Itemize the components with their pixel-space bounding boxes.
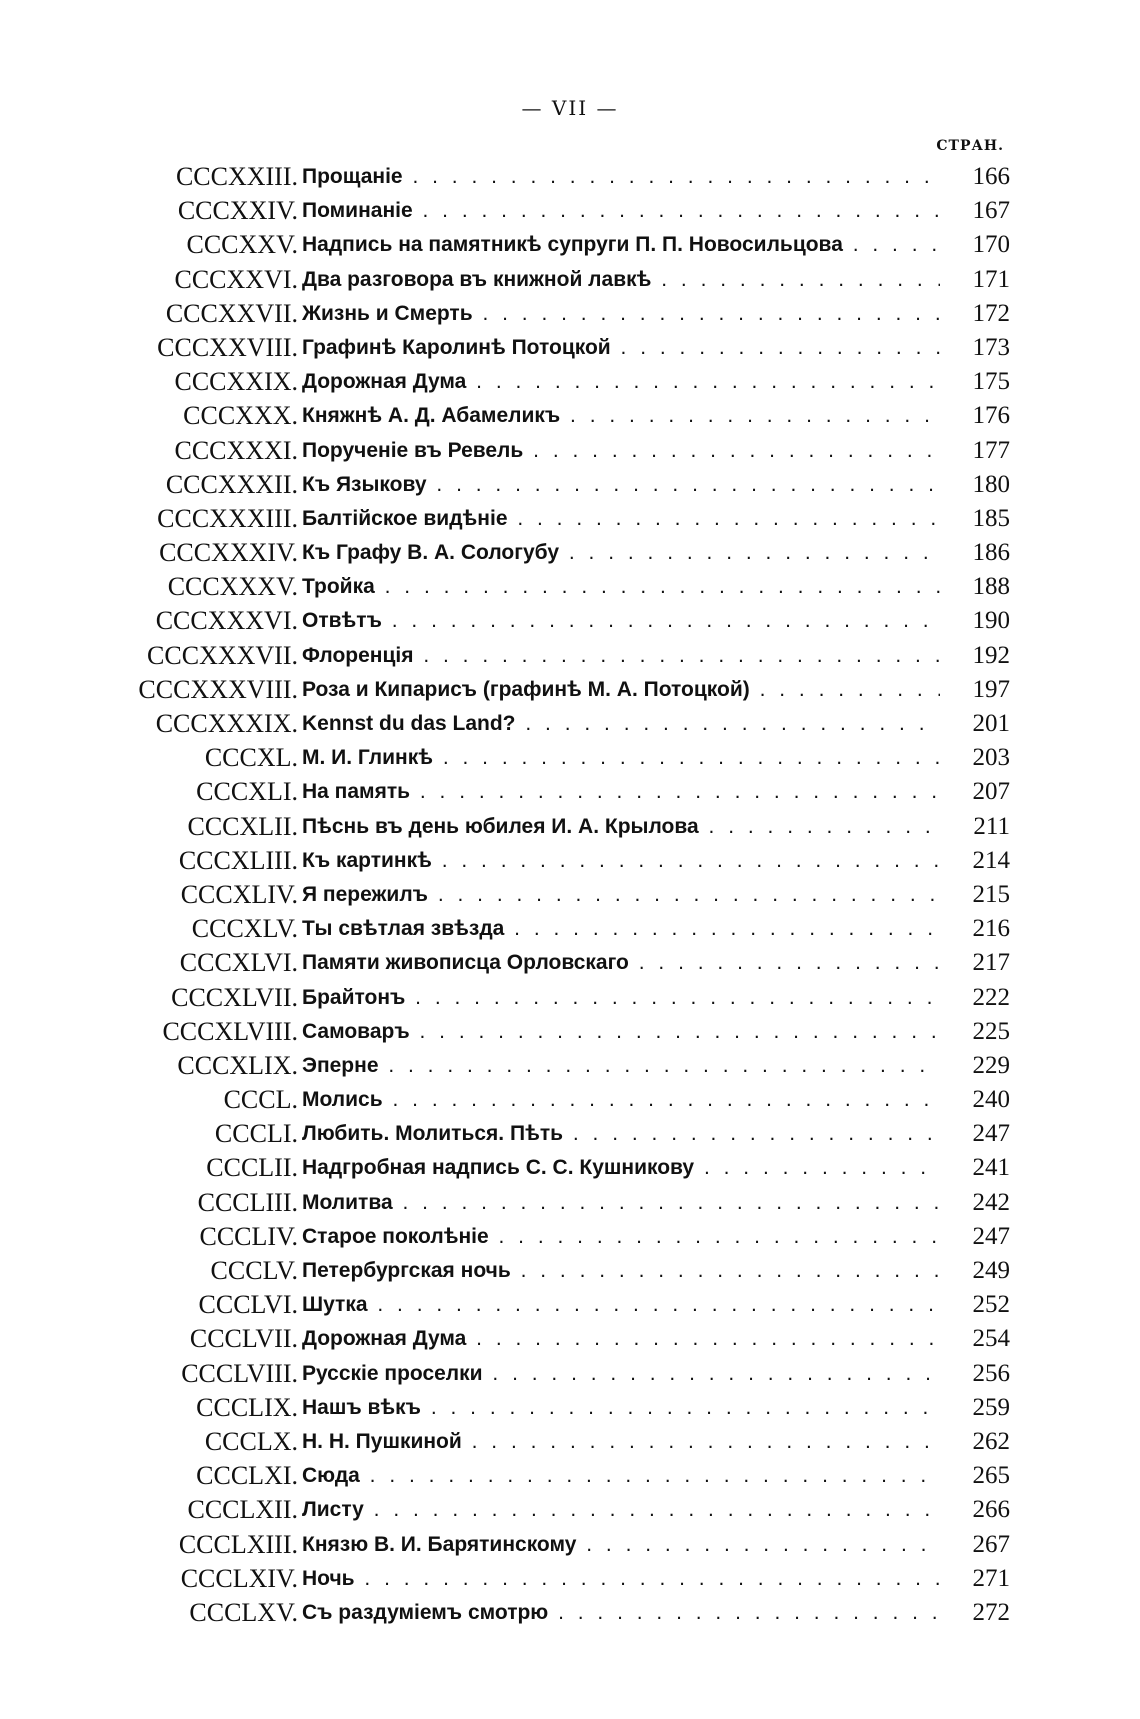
toc-entry-numeral: CCCLXIV. [180, 1563, 298, 1593]
toc-entry-numeral: CCCLIX. [196, 1392, 298, 1422]
toc-entry-numeral: CCCXXXVII. [147, 640, 298, 670]
toc-entry-title: Отвѣтъ . . . [302, 604, 940, 638]
toc-entry [0, 1083, 1140, 1117]
toc-entry-numeral: CCCXLII. [187, 811, 298, 841]
toc-entry-title: Молись . . . [302, 1083, 940, 1117]
toc-entry [0, 673, 1140, 707]
toc-entry-numeral: CCCLVII. [189, 1324, 298, 1354]
toc-entry-title: Надгробная надпись С. С. Кушникову . . . [302, 1151, 940, 1185]
toc-entry [0, 878, 1140, 912]
toc-entry-numeral: CCCLII. [206, 1153, 298, 1183]
toc-entry-title: Флоренція . . . [302, 639, 940, 673]
toc-entry [0, 1357, 1140, 1391]
toc-entry-numeral: CCCLVIII. [181, 1358, 298, 1388]
toc-entry-page-number: 252 [952, 1288, 1010, 1322]
toc-entry-page-number: 211 [952, 810, 1010, 844]
toc-entry-page-number: 180 [952, 468, 1010, 502]
toc-entry-title: Графинѣ Каролинѣ Потоцкой . . . [302, 331, 940, 365]
toc-entry [0, 946, 1140, 980]
toc-entry [0, 1459, 1140, 1493]
toc-entry-page-number: 188 [952, 570, 1010, 604]
toc-entry-page-number: 192 [952, 639, 1010, 673]
toc-entry [0, 331, 1140, 365]
toc-entry-title: Я пережилъ . . . [302, 878, 940, 912]
toc-entry-title: Петербургская ночь . . . [302, 1254, 940, 1288]
toc-entry-page-number: 207 [952, 775, 1010, 809]
toc-entry-numeral: CCCXXIV. [177, 196, 298, 226]
toc-entry-numeral: CCCXXXIX. [155, 709, 298, 738]
toc-entry-title: Шутка . . . [302, 1288, 940, 1322]
toc-entry [0, 1596, 1140, 1630]
toc-entry-page-number: 217 [952, 946, 1010, 980]
toc-entry-title: Пѣснь въ день юбилея И. А. Крылова . . . [302, 810, 940, 844]
toc-entry-numeral: CCCXXXI. [174, 435, 298, 465]
toc-entry-page-number: 259 [952, 1391, 1010, 1425]
toc-entry-title: Жизнь и Смерть . . . [302, 297, 940, 331]
toc-entry [0, 365, 1140, 399]
toc-entry [0, 707, 1140, 741]
toc-entry [0, 741, 1140, 775]
toc-entry-title: Ночь . . . [302, 1562, 940, 1596]
toc-entry-title: Князю В. И. Барятинскому . . . [302, 1528, 940, 1562]
toc-entry-title: Любить. Молиться. Пѣть . . . [302, 1117, 940, 1151]
toc-entry-numeral: CCCXXXVI. [155, 606, 298, 636]
toc-entry-numeral: CCCXXV. [186, 230, 298, 260]
toc-entry-page-number: 177 [952, 434, 1010, 468]
toc-entry-numeral: CCCLIV. [199, 1221, 298, 1251]
toc-entry-numeral: CCCXXXVIII. [138, 674, 298, 704]
toc-entry [0, 1562, 1140, 1596]
toc-entry [0, 1117, 1140, 1151]
toc-entry-page-number: 171 [952, 263, 1010, 297]
toc-entry-numeral: CCCXLIII. [178, 845, 298, 875]
toc-entry [0, 1425, 1140, 1459]
toc-entry-title: Русскіе проселки . . . [302, 1357, 940, 1391]
toc-entry [0, 810, 1140, 844]
toc-entry-page-number: 185 [952, 502, 1010, 536]
toc-entry-title: Къ Графу В. А. Сологубу . . . [302, 536, 940, 570]
toc-entry [0, 536, 1140, 570]
toc-entry-page-number: 254 [952, 1322, 1010, 1356]
toc-entry-numeral: CCCLXI. [196, 1461, 298, 1491]
toc-entry-title: Порученіе въ Ревель . . . [302, 434, 940, 468]
toc-entry-title: Самоваръ . . . [302, 1015, 940, 1049]
toc-entry-page-number: 266 [952, 1493, 1010, 1527]
toc-entry-numeral: CCCXXXII. [165, 469, 298, 499]
toc-entry-title: Два разговора въ книжной лавкѣ . . . [302, 263, 940, 297]
toc-entry-page-number: 247 [952, 1220, 1010, 1254]
toc-entry-title: Поминаніе . . . [302, 194, 940, 228]
toc-entry [0, 1220, 1140, 1254]
toc-entry [0, 1391, 1140, 1425]
toc-entry-numeral: CCCLI. [214, 1119, 298, 1149]
toc-entry-title: Эперне . . . [302, 1049, 940, 1083]
toc-entry-page-number: 225 [952, 1015, 1010, 1049]
toc-entry-numeral: CCCXXXV. [167, 572, 298, 602]
toc-entry-page-number: 172 [952, 297, 1010, 331]
toc-entry-page-number: 197 [952, 673, 1010, 707]
toc-entry [0, 194, 1140, 228]
toc-entry-page-number: 247 [952, 1117, 1010, 1151]
page-column-label: СТРАН. [936, 138, 1004, 154]
toc-entry-page-number: 175 [952, 365, 1010, 399]
toc-entry-page-number: 272 [952, 1596, 1010, 1630]
toc-entry-numeral: CCCXLIV. [180, 879, 298, 909]
toc-entry-page-number: 167 [952, 194, 1010, 228]
toc-entry-title: На память . . . [302, 775, 940, 809]
toc-entry-numeral: CCCXXXIII. [157, 503, 298, 533]
toc-entry-page-number: 216 [952, 912, 1010, 946]
toc-entry-page-number: 229 [952, 1049, 1010, 1083]
toc-entry-numeral: CCCLXIII. [178, 1529, 298, 1559]
toc-entry [0, 1493, 1140, 1527]
toc-entry-numeral: CCCLV. [210, 1256, 298, 1285]
toc-entry-page-number: 176 [952, 399, 1010, 433]
toc-entry-page-number: 214 [952, 844, 1010, 878]
toc-entry-title: Н. Н. Пушкиной . . . [302, 1425, 940, 1459]
toc-entry-numeral: CCCXXXIV. [159, 538, 298, 568]
toc-entry-numeral: CCCLIII. [197, 1187, 298, 1217]
toc-entry-numeral: CCCXLVIII. [162, 1016, 298, 1046]
toc-entry-numeral: CCCLXII. [187, 1495, 298, 1525]
toc-entry [0, 570, 1140, 604]
page-number-header: — VII — [521, 96, 619, 120]
toc-entry-title: Балтійское видѣніе . . . [302, 502, 940, 536]
toc-entry-page-number: 201 [952, 707, 1010, 741]
toc-entry-numeral: CCCXLV. [191, 914, 298, 944]
toc-entry [0, 297, 1140, 331]
toc-entry-page-number: 222 [952, 981, 1010, 1015]
toc-entry-page-number: 241 [952, 1151, 1010, 1185]
toc-entry-page-number: 265 [952, 1459, 1010, 1493]
toc-entry-title: Надпись на памятникѣ супруги П. П. Новосильцова . . . [302, 228, 940, 262]
toc-entry-numeral: CCCL. [223, 1085, 298, 1115]
toc-entry-title: Дорожная Дума . . . [302, 365, 940, 399]
toc-entry [0, 1254, 1140, 1288]
toc-entry-title: Дорожная Дума . . . [302, 1322, 940, 1356]
toc-entry [0, 1049, 1140, 1083]
toc-entry-page-number: 170 [952, 228, 1010, 262]
toc-entry [0, 228, 1140, 262]
toc-entry-page-number: 203 [952, 741, 1010, 775]
toc-entry-title: М. И. Глинкѣ . . . [302, 741, 940, 775]
toc-entry-numeral: CCCLX. [204, 1426, 298, 1456]
toc-entry-numeral: CCCLVI. [198, 1290, 298, 1320]
toc-entry [0, 844, 1140, 878]
toc-entry-title: Прощаніе . . . [302, 160, 940, 194]
toc-entry [0, 1186, 1140, 1220]
toc-entry-title: Молитва . . . [302, 1186, 940, 1220]
toc-entry [0, 1015, 1140, 1049]
toc-entry [0, 1288, 1140, 1322]
toc-entry [0, 775, 1140, 809]
toc-entry-title: Брайтонъ . . . [302, 981, 940, 1015]
toc-entry-page-number: 215 [952, 878, 1010, 912]
toc-entry [0, 1322, 1140, 1356]
toc-entry [0, 912, 1140, 946]
toc-entry-title: Листу . . . [302, 1493, 940, 1527]
toc-entry [0, 399, 1140, 433]
toc-entry-title: Kennst du das Land? . . . [302, 707, 940, 741]
toc-entry-numeral: CCCXXX. [183, 401, 298, 431]
table-of-contents [0, 160, 1140, 1630]
toc-entry [0, 1151, 1140, 1185]
toc-entry-title: Старое поколѣніе . . . [302, 1220, 940, 1254]
toc-entry-page-number: 173 [952, 331, 1010, 365]
toc-entry-page-number: 166 [952, 160, 1010, 194]
toc-entry [0, 434, 1140, 468]
toc-entry-numeral: CCCXXVIII. [157, 332, 298, 362]
toc-entry-numeral: CCCXLVI. [179, 948, 298, 978]
toc-entry-page-number: 262 [952, 1425, 1010, 1459]
toc-entry-page-number: 271 [952, 1562, 1010, 1596]
toc-entry [0, 263, 1140, 297]
toc-entry-numeral: CCCXXIII. [175, 162, 298, 191]
toc-entry-page-number: 267 [952, 1528, 1010, 1562]
toc-entry-numeral: CCCLXV. [189, 1597, 298, 1627]
toc-entry [0, 604, 1140, 638]
toc-entry-title: Къ картинкѣ . . . [302, 844, 940, 878]
toc-entry-page-number: 186 [952, 536, 1010, 570]
toc-entry-numeral: CCCXLVII. [171, 982, 298, 1012]
toc-entry-page-number: 256 [952, 1357, 1010, 1391]
toc-entry-numeral: CCCXL. [204, 743, 298, 773]
toc-entry-numeral: CCCXLIX. [177, 1050, 298, 1080]
toc-entry-page-number: 249 [952, 1254, 1010, 1288]
toc-entry-title: Княжнѣ А. Д. Абамеликъ . . . [302, 399, 940, 433]
toc-entry-numeral: CCCXLI. [196, 777, 298, 807]
toc-entry [0, 502, 1140, 536]
toc-entry-title: Сюда . . . [302, 1459, 940, 1493]
toc-entry-numeral: CCCXXVII. [165, 298, 298, 328]
toc-entry-numeral: CCCXXIX. [174, 367, 298, 397]
toc-entry-title: Ты свѣтлая звѣзда . . . [302, 912, 940, 946]
toc-entry-title: Памяти живописца Орловскаго . . . [302, 946, 940, 980]
toc-entry-title: Тройка . . . [302, 570, 940, 604]
toc-entry-title: Роза и Кипарисъ (графинѣ М. А. Потоцкой) . . . [302, 673, 940, 707]
toc-entry [0, 1528, 1140, 1562]
toc-entry-title: Къ Языкову . . . [302, 468, 940, 502]
toc-entry-title: Съ раздуміемъ смотрю . . . [302, 1596, 940, 1630]
toc-entry-numeral: CCCXXVI. [174, 264, 298, 294]
toc-entry [0, 981, 1140, 1015]
toc-entry [0, 160, 1140, 194]
toc-entry [0, 639, 1140, 673]
toc-entry-page-number: 190 [952, 604, 1010, 638]
toc-entry-page-number: 242 [952, 1186, 1010, 1220]
toc-entry-page-number: 240 [952, 1083, 1010, 1117]
toc-entry-title: Нашъ вѣкъ . . . [302, 1391, 940, 1425]
toc-entry [0, 468, 1140, 502]
